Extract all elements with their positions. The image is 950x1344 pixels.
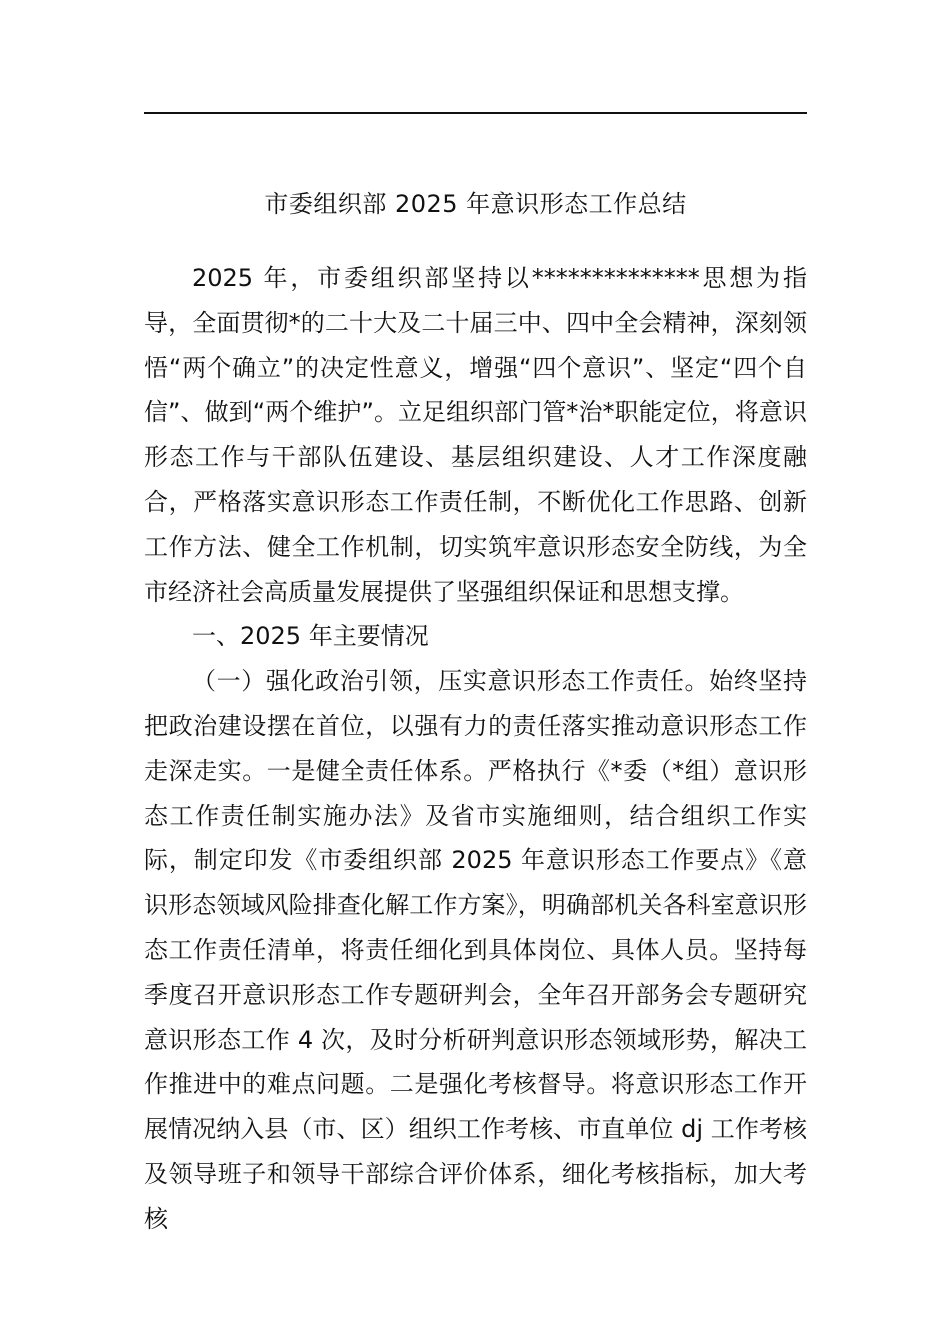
subsection-paragraph: （一）强化政治引领，压实意识形态工作责任。始终坚持把政治建设摆在首位，以强有力的责任落实推动意识形态工作走深走实。一是健全责任体系。严格执行《*委（*组）意识形态工作责任制实施办法》及省市实施细则，结合组织工作实际，制定印发《市委组织部 2025 年意识形态工作要点》《意识形态领域风险排查化解工作方案》，明确部机关各科室意识形态工作责任清单，将责任细化到具体岗位、具体人员。坚持每季度召开意识形态工作专题研判会，全年召开部务会专题研究意识形态工作 4 次，及时分析研判意识形态领域形势，解决工作推进中的难点问题。二是强化考核督导。将意识形态工作开展情况纳入县（市、区）组织工作考核、市直单位 dj 工作考核及领导班子和领导干部综合评价体系，细化考核指标，加大考核	[144, 667, 807, 1233]
section-heading: 一、2025 年主要情况	[192, 622, 429, 651]
document-title: 市委组织部 2025 年意识形态工作总结	[264, 190, 687, 218]
header-rule	[144, 112, 807, 114]
intro-paragraph: 2025 年，市委组织部坚持以**************思想为指导，全面贯彻*的二十大及二十届三中、四中全会精神，深刻领悟“两个确立”的决定性意义，增强“四个意识”、坚定“四个自信”、做到“两个维护”。立足组织部门管*治*职能定位，将意识形态工作与干部队伍建设、基层组织建设、人才工作深度融合，严格落实意识形态工作责任制，不断优化工作思路、创新工作方法、健全工作机制，切实筑牢意识形态安全防线，为全市经济社会高质量发展提供了坚强组织保证和思想支撑。	[144, 264, 807, 606]
document-body	[144, 256, 807, 1242]
